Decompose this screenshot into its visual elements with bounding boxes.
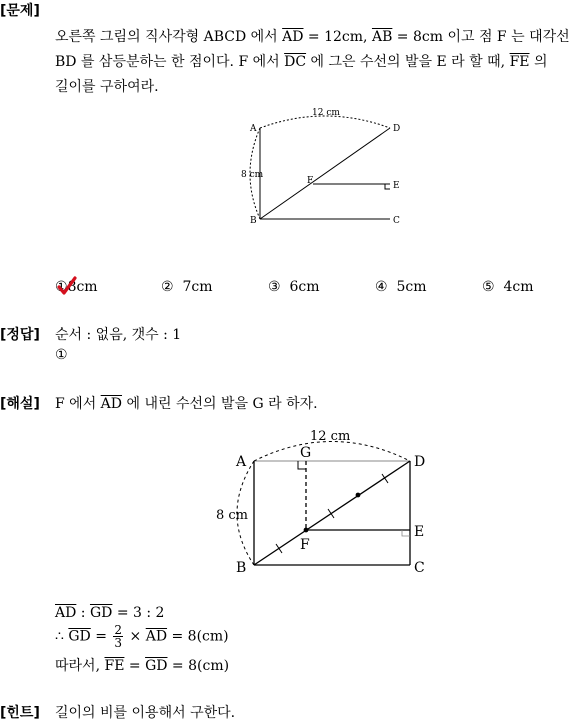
- problem-figure: [230, 104, 420, 228]
- choice-5-text: 4cm: [503, 279, 534, 295]
- choice-1-number: ①: [55, 279, 68, 295]
- fig1-label-E: E: [393, 181, 400, 191]
- arc-top: [254, 442, 410, 462]
- fig1-label-B: B: [250, 216, 257, 226]
- diagonal-bd: [260, 128, 390, 219]
- choice-3-number: ③: [268, 279, 281, 295]
- fig2-label-A: A: [236, 454, 247, 470]
- choice-4-text: 5cm: [396, 279, 427, 295]
- choice-2-text: 7cm: [182, 279, 213, 295]
- choice-5[interactable]: [482, 279, 534, 295]
- point-trisect: [356, 493, 361, 498]
- tick-mark-2: [328, 509, 334, 518]
- answer-label: [정답]: [0, 327, 40, 343]
- choice-2[interactable]: [161, 279, 213, 295]
- problem-line-2: BD 를 삼등분하는 한 점이다. F 에서 $\overline{DC}$ 에 그은 수선의 발을 E 라 할 때, $\overline{FE}$ 의: [55, 54, 548, 70]
- right-angle-mark: [385, 184, 390, 189]
- problem-label: [문제]: [0, 3, 40, 19]
- fig2-label-E: E: [414, 524, 425, 540]
- choice-2-number: ②: [161, 279, 174, 295]
- fig2-label-D: D: [414, 454, 426, 470]
- choice-4-number: ④: [375, 279, 388, 295]
- solution-eq-1: $\overline{AD}$ : $\overline{GD} = 3$ : 2: [55, 605, 165, 621]
- diagonal-bd: [254, 461, 410, 565]
- fig1-label-D: D: [393, 124, 401, 134]
- fig1-left-length: 8 cm: [241, 170, 264, 180]
- fig1-top-length: 12 cm: [312, 108, 340, 118]
- point-f: [304, 528, 309, 533]
- solution-intro: F 에서 $\overline{AD}$ 에 내린 수선의 발을 G 라 하자.: [55, 396, 318, 412]
- solution-eq-2: ∴ $\overline{GD}$ = $\frac{2}{3}$ × $\overline{AD} = 8(cm)$: [55, 623, 229, 650]
- fig2-label-F: F: [300, 537, 310, 553]
- problem-line-3: 길이를 구하여라.: [55, 79, 159, 95]
- hint-label: [힌트]: [0, 705, 40, 721]
- choice-5-number: ⑤: [482, 279, 495, 295]
- fig2-top-length: 12 cm: [310, 429, 351, 444]
- check-mark-icon: [56, 276, 78, 296]
- right-angle-mark-g: [298, 461, 306, 469]
- answer-line-2: ①: [55, 347, 68, 363]
- solution-eq-3: 따라서, $\overline{FE} = \overline{GD} = 8(cm)$: [55, 658, 230, 674]
- problem-line-1: 오른쪽 그림의 직사각형 ABCD 에서 $\overline{AD} = 12cm$, $\overline{AB} = 8cm$ 이고 점 F 는 대각선: [55, 29, 570, 45]
- solution-figure: [210, 424, 440, 580]
- hint-text: 길이의 비를 이용해서 구한다.: [55, 705, 236, 721]
- choice-1-text: 8cm: [67, 279, 98, 295]
- choice-3[interactable]: [268, 279, 320, 295]
- tick-mark-1: [276, 544, 282, 553]
- answer-line-1: 순서 : 없음, 갯수 : 1: [55, 327, 182, 343]
- fig1-label-A: A: [250, 124, 257, 134]
- fig2-label-B: B: [236, 560, 247, 576]
- choice-3-text: 6cm: [289, 279, 320, 295]
- right-angle-mark-e: [402, 530, 410, 536]
- fig1-label-C: C: [393, 216, 400, 226]
- fig2-label-G: G: [300, 445, 312, 461]
- fig2-label-C: C: [414, 560, 425, 576]
- solution-label: [해설]: [0, 396, 40, 412]
- choice-4[interactable]: [375, 279, 427, 295]
- fig2-left-length: 8 cm: [216, 508, 249, 523]
- fig1-label-F: F: [307, 176, 314, 186]
